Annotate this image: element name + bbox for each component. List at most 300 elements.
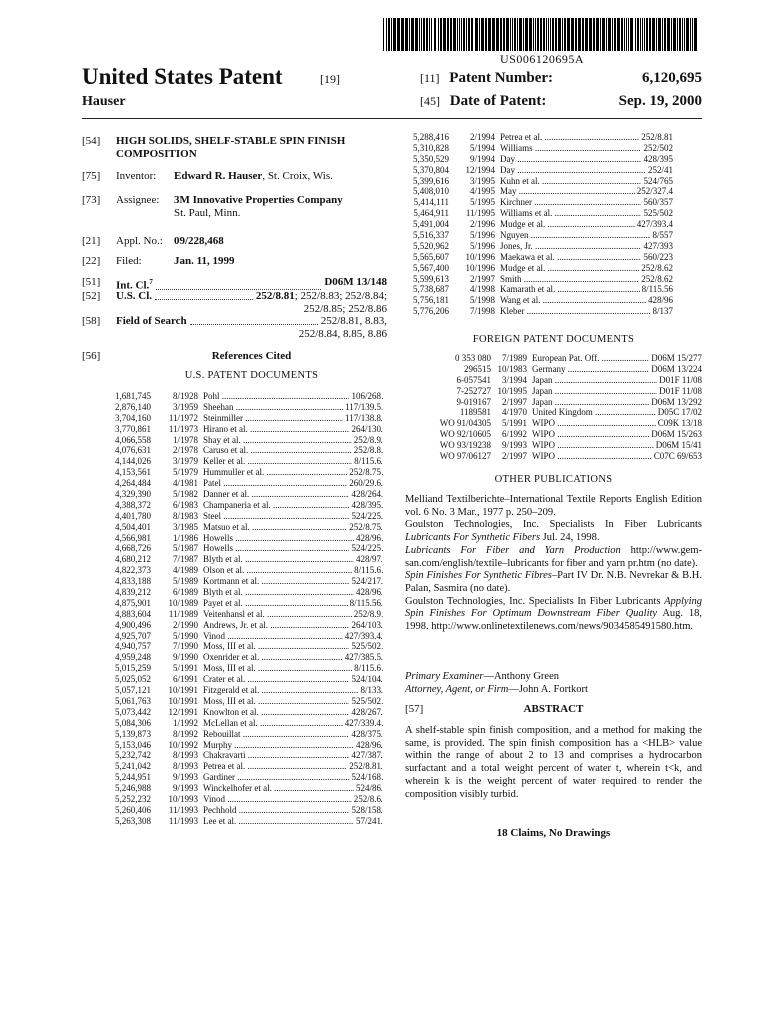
ref-name: Chakravarti .....: [203, 750, 383, 761]
ref-name: Petrea et al. .....: [203, 761, 383, 772]
ref-name: Steel .....: [203, 511, 383, 522]
reference-row: [103, 696, 381, 707]
title-code: [19]: [320, 72, 340, 86]
ref-number: 5,260,406: [115, 804, 151, 815]
publication-3-source: http://www.gem-san.com/english/textile–lubricants for fiber and yarn pr.htm (no date).: [405, 544, 702, 569]
ref-date: 6/1989: [172, 587, 198, 598]
ref-date: 5/1995: [469, 197, 495, 208]
barcode-bar: [640, 18, 641, 51]
publication-3-title: Lubricants For Fiber and Yarn Production: [405, 544, 621, 556]
ref-date: 6/1983: [172, 499, 198, 510]
reference-row: [406, 295, 673, 306]
barcode-bar: [391, 18, 392, 51]
barcode-bar: [492, 18, 495, 51]
abstract-header: [405, 703, 702, 715]
ref-date: 1/1986: [172, 532, 198, 543]
ref-class: 252/8.62: [641, 262, 673, 273]
ref-date: 2/1997: [501, 396, 527, 407]
ref-class: 8/115.56: [641, 284, 673, 295]
claims-summary: 18 Claims, No Drawings: [496, 827, 611, 839]
ref-name: Crater et al. .....: [203, 674, 383, 685]
ref-date: 2/1990: [172, 619, 198, 630]
ref-class: 427/393: [643, 240, 673, 251]
ref-date: 10/1991: [168, 695, 198, 706]
field-code: [75]: [82, 170, 101, 182]
ref-name: Lee et al. .....: [203, 816, 383, 827]
reference-row: [103, 641, 381, 652]
barcode-bar: [383, 18, 384, 51]
reference-row: [406, 186, 673, 197]
patent-number-row: [420, 70, 702, 87]
barcode-bar: [646, 18, 648, 51]
barcode-bar: [677, 18, 678, 51]
reference-row: [405, 386, 702, 397]
ref-class: C07C 69/653: [653, 451, 702, 462]
publication-2: [405, 519, 702, 544]
reference-row: [103, 598, 381, 609]
ref-number: 5,232,742: [115, 750, 151, 761]
ref-class: 428/395: [643, 153, 673, 164]
ref-name: Williams et al. .....: [500, 208, 660, 219]
ref-name: Japan .....: [532, 397, 674, 408]
ref-class: 428/267: [351, 706, 381, 717]
ref-class: 428/96: [355, 532, 381, 543]
barcode-bar: [614, 18, 616, 51]
reference-row: [103, 620, 381, 631]
search-line1: 252/8.81, 8.83,: [320, 315, 387, 327]
ref-name: Caruso et al. .....: [203, 445, 383, 456]
ref-number: 4,144,026: [115, 456, 151, 467]
ref-date: 3/1995: [469, 175, 495, 186]
ref-date: 5/1991: [172, 663, 198, 674]
ref-number: 5,246,988: [115, 783, 151, 794]
ref-class: 525/502: [351, 695, 381, 706]
ref-name: Jones, Jr. .....: [500, 241, 660, 252]
barcode-number: US006120695A: [499, 52, 584, 66]
ref-class: 428/264: [351, 489, 381, 500]
ref-date: 4/1995: [469, 186, 495, 197]
ref-class: 260/29.6: [349, 478, 381, 489]
ref-date: 6/1991: [172, 674, 198, 685]
barcode-bar: [628, 18, 629, 51]
barcode-bar: [388, 18, 390, 51]
ref-name: WIPO .....: [532, 440, 674, 451]
ref-date: 5/1990: [172, 630, 198, 641]
ref-number: 5,350,529: [413, 153, 449, 164]
ref-number: 1,681,745: [115, 391, 151, 401]
ref-number: WO 97/06127: [439, 451, 491, 462]
ref-name: Oxenrider et al. .....: [203, 652, 383, 663]
ref-date: 3/1994: [501, 374, 527, 385]
barcode-bar: [637, 18, 639, 51]
reference-row: [406, 176, 673, 187]
ref-class: D06M 13/292: [651, 396, 702, 407]
barcode-bar: [679, 18, 681, 51]
ref-number: 5,520,962: [413, 240, 449, 251]
abstract-code: [57]: [405, 703, 424, 715]
ref-class: 428/375: [351, 728, 381, 739]
barcode-bar: [690, 18, 691, 51]
ref-date: 2/1978: [172, 445, 198, 456]
barcode-bar: [393, 18, 396, 51]
ref-class: D01F 11/08: [659, 374, 702, 385]
ref-name: WIPO .....: [532, 418, 674, 429]
ref-number: 3,770,861: [115, 423, 151, 434]
barcode-bar: [461, 18, 462, 51]
barcode-bar: [635, 18, 636, 51]
barcode-bar: [450, 18, 452, 51]
ref-number: 5,567,400: [413, 262, 449, 273]
barcode-bar: [514, 18, 516, 51]
reference-row: [406, 241, 673, 252]
barcode-bar: [644, 18, 645, 51]
ref-class: 428/96: [355, 739, 381, 750]
ref-class: 264/103: [351, 619, 381, 630]
ref-name: Petrea et al. .....: [500, 132, 660, 143]
ref-name: Smith .....: [500, 274, 660, 285]
ref-number: 5,263,308: [115, 815, 151, 826]
ref-name: Germany .....: [532, 364, 674, 375]
ref-date: 8/1983: [172, 510, 198, 521]
ref-name: European Pat. Off. .....: [532, 353, 674, 364]
field-code: [73]: [82, 194, 101, 206]
intcl-sup: 7: [149, 278, 153, 286]
field-code: [51]: [82, 276, 101, 288]
ref-name: Williams .....: [500, 143, 660, 154]
ref-date: 2/1997: [501, 451, 527, 462]
filed-date: Jan. 11, 1999: [174, 255, 235, 267]
ref-date: 5/1987: [172, 543, 198, 554]
reference-row: [103, 631, 381, 642]
field-code: [58]: [82, 315, 101, 327]
ref-class: D06M 15/41: [655, 440, 702, 451]
ref-number: 5,153,046: [115, 739, 151, 750]
reference-row: [103, 467, 381, 478]
ref-name: Olson et al. .....: [203, 565, 383, 576]
ref-name: Moss, III et al. .....: [203, 641, 383, 652]
ref-name: Maekawa et al. .....: [500, 252, 660, 263]
barcode-bar: [537, 18, 539, 51]
barcode-bar: [429, 18, 430, 51]
us-references-list-cont: [406, 132, 673, 317]
ref-number: 5,516,337: [413, 230, 449, 241]
ref-number: 5,370,804: [413, 164, 449, 175]
publication-1: Melliand Textilberichte–International Textile Reports English Edition vol. 6 No. 3 Mar., 1977 p. 250–209.: [405, 494, 702, 518]
barcode-bar: [578, 18, 581, 51]
assignee-location: St. Paul, Minn.: [174, 207, 241, 219]
ref-date: 10/1983: [497, 363, 527, 374]
ref-name: Nguyen .....: [500, 230, 660, 241]
ref-date: 5/1994: [469, 142, 495, 153]
ref-name: Day .....: [500, 165, 660, 176]
reference-row: [103, 576, 381, 587]
ref-name: Champaneria et al. .....: [203, 500, 383, 511]
reference-row: [405, 429, 702, 440]
ref-number: 5,408,010: [413, 186, 449, 197]
barcode-bar: [671, 18, 672, 51]
ref-date: 3/1959: [172, 401, 198, 412]
ref-name: WIPO .....: [532, 451, 674, 462]
ref-number: 4,900,496: [115, 619, 151, 630]
publication-5-date: Aug. 18, 1998. http://www.onlinetextilenews.com/news/9034585491580.htm.: [405, 608, 702, 633]
ref-date: 12/1994: [465, 164, 495, 175]
us-docs-title: U.S. PATENT DOCUMENTS: [184, 370, 319, 381]
reference-row: [406, 230, 673, 241]
reference-row: [103, 565, 381, 576]
date-code: [45]: [420, 94, 440, 108]
ref-name: Kortmann et al. .....: [203, 576, 383, 587]
ref-date: 2/1994: [469, 132, 495, 142]
ref-name: May .....: [500, 186, 660, 197]
reference-row: [103, 816, 381, 827]
field-label: Filed:: [116, 255, 142, 267]
barcode-bar: [667, 18, 670, 51]
ref-class: 524/104: [351, 674, 381, 685]
ref-name: Japan .....: [532, 386, 674, 397]
ref-number: 4,883,604: [115, 608, 151, 619]
ref-date: 7/1989: [501, 353, 527, 363]
ref-class: 525/502: [643, 208, 673, 219]
barcode-bar: [571, 18, 574, 51]
ref-number: WO 91/04305: [439, 418, 491, 429]
barcode-bar: [409, 18, 410, 51]
publication-5-source: Goulston Technologies, Inc. Specialists In Fiber Lubricants: [405, 595, 665, 607]
dot-leader: [190, 315, 318, 325]
ref-number: WO 93/19238: [439, 440, 491, 451]
ref-date: 4/1970: [501, 407, 527, 418]
barcode-bar: [567, 18, 570, 51]
ref-number: 4,680,212: [115, 554, 151, 565]
ref-number: 2,876,140: [115, 401, 151, 412]
ref-name: McLellan et al. .....: [203, 718, 383, 729]
ref-name: Matsuo et al. .....: [203, 522, 383, 533]
barcode-bar: [525, 18, 528, 51]
ref-number: 5,252,232: [115, 793, 151, 804]
ref-name: Patel .....: [203, 478, 383, 489]
other-publications: [405, 494, 702, 634]
ref-number: 5,756,181: [413, 295, 449, 306]
ref-name: Hummuller et al. .....: [203, 467, 383, 478]
ref-number: 4,875,901: [115, 597, 151, 608]
barcode-bar: [488, 18, 491, 51]
ref-name: Winckelhofer et al. .....: [203, 783, 383, 794]
barcode-bar: [443, 18, 446, 51]
ref-class: 8/115.6: [354, 456, 381, 467]
ref-number: 5,084,306: [115, 717, 151, 728]
ref-name: Blyth et al. .....: [203, 587, 383, 598]
ref-date: 9/1993: [172, 772, 198, 783]
barcode-bar: [426, 18, 428, 51]
reference-row: [103, 413, 381, 424]
ref-date: 3/1979: [172, 456, 198, 467]
ref-number: 7-252727: [456, 385, 491, 396]
ref-name: Mudge et al. .....: [500, 263, 660, 274]
field-code: [22]: [82, 255, 101, 267]
ref-date: 1/1992: [172, 717, 198, 728]
barcode-bar: [386, 18, 387, 51]
patent-number: 6,120,695: [642, 70, 702, 86]
barcode-bar: [466, 18, 467, 51]
barcode-bar: [606, 18, 607, 51]
ref-class: 252/8.75: [349, 521, 381, 532]
barcode-bar: [658, 18, 661, 51]
publication-3: [405, 545, 702, 570]
ref-name: United Kingdom .....: [532, 407, 674, 418]
barcode-bar: [415, 18, 418, 51]
reference-row: [103, 456, 381, 467]
ref-number: WO 92/10605: [439, 429, 491, 440]
barcode-bar: [503, 18, 505, 51]
ref-number: 5,565,607: [413, 251, 449, 262]
reference-row: [406, 197, 673, 208]
reference-row: [406, 306, 673, 317]
patent-date: Sep. 19, 2000: [618, 93, 702, 109]
ref-class: 427/339.4: [344, 717, 381, 728]
ref-name: Mudge et al. .....: [500, 219, 660, 230]
ref-date: 8/1993: [172, 750, 198, 761]
ref-number: 4,401,780: [115, 510, 151, 521]
reference-row: [405, 418, 702, 429]
reference-row: [406, 252, 673, 263]
ref-number: 5,599,613: [413, 273, 449, 284]
barcode-bar: [642, 18, 643, 51]
barcode-bar: [652, 18, 655, 51]
ref-number: 4,504,401: [115, 521, 151, 532]
ref-number: 5,057,121: [115, 685, 151, 696]
ref-class: 560/223: [643, 251, 673, 262]
ref-date: 9/1990: [172, 652, 198, 663]
barcode-bar: [662, 18, 663, 51]
reference-row: [103, 761, 381, 772]
barcode-bar: [673, 18, 676, 51]
reference-row: [405, 451, 702, 462]
ref-class: 524/217: [351, 576, 381, 587]
ref-number: 4,066,558: [115, 434, 151, 445]
ref-class: C09K 13/18: [657, 418, 702, 429]
invention-title-line1: HIGH SOLIDS, SHELF-STABLE SPIN FINISH: [116, 135, 346, 147]
reference-row: [405, 407, 702, 418]
ref-class: 8/115.6: [354, 565, 381, 576]
barcode-bar: [558, 18, 561, 51]
references-cited-title: References Cited: [211, 350, 292, 362]
barcode-bar: [523, 18, 524, 51]
publication-5-title: Applying Spin Finishes For Optimum Downstream Fiber Quality: [405, 595, 702, 620]
ref-date: 11/1995: [465, 208, 495, 219]
ref-date: 5/1979: [172, 467, 198, 478]
ref-class: 524/225: [351, 543, 381, 554]
ref-date: 5/1989: [172, 576, 198, 587]
date-row: [420, 93, 702, 110]
barcode-bar: [684, 18, 685, 51]
barcode-bar: [533, 18, 534, 51]
ref-date: 12/1991: [168, 706, 198, 717]
intcl-value: D06M 13/148: [324, 276, 387, 288]
barcode-bar: [496, 18, 499, 51]
ref-class: 524/765: [643, 175, 673, 186]
publication-4-title: Spin Finishes For Synthetic Fibres: [405, 570, 552, 582]
publication-2-source: Goulston Technologies, Inc. Specialists In Fiber Lubricants: [405, 519, 702, 531]
examiners: [405, 671, 702, 696]
reference-row: [103, 805, 381, 816]
ref-name: Kleber .....: [500, 306, 660, 317]
ref-class: 252/8.8: [353, 445, 381, 456]
ref-number: 5,776,206: [413, 306, 449, 317]
reference-row: [103, 729, 381, 740]
ref-class: D06M 13/224: [651, 363, 702, 374]
reference-row: [406, 274, 673, 285]
barcode-bar: [626, 18, 627, 51]
ref-number: 1189581: [459, 407, 491, 418]
field-label: Appl. No.:: [116, 235, 163, 247]
field-label: Assignee:: [116, 194, 160, 206]
barcode-bar: [550, 18, 551, 51]
ref-class: 8/137: [652, 306, 673, 317]
reference-row: [406, 154, 673, 165]
ref-number: 5,073,442: [115, 706, 151, 717]
barcode-bar: [423, 18, 425, 51]
us-references-list: [103, 391, 381, 827]
ref-class: D06M 15/263: [651, 429, 702, 440]
reference-row: [405, 375, 702, 386]
ref-name: Murphy .....: [203, 740, 383, 751]
ref-class: 427/387: [351, 750, 381, 761]
reference-row: [103, 652, 381, 663]
ref-date: 8/1928: [172, 391, 198, 401]
field-code: [21]: [82, 235, 101, 247]
barcode-bar: [694, 18, 697, 51]
uscl-rest1: ; 252/8.83; 252/8.84;: [294, 290, 387, 302]
ref-name: Pechhold .....: [203, 805, 383, 816]
ref-number: 5,288,416: [413, 132, 449, 142]
barcode-bar: [617, 18, 620, 51]
reference-row: [103, 435, 381, 446]
reference-row: [103, 663, 381, 674]
ref-name: Knowlton et al. .....: [203, 707, 383, 718]
ref-date: 7/1998: [469, 306, 495, 317]
barcode-bar: [447, 18, 449, 51]
primary-examiner-name: —Anthony Green: [483, 671, 559, 682]
reference-row: [103, 391, 381, 402]
ref-date: 5/1991: [501, 418, 527, 429]
barcode-bar: [401, 18, 404, 51]
barcode-bar: [649, 18, 651, 51]
ref-class: 427/385.5: [344, 652, 381, 663]
reference-row: [405, 397, 702, 408]
reference-row: [103, 522, 381, 533]
ref-name: Payet et al. .....: [203, 598, 383, 609]
publication-2-title: Lubricants For Synthetic Fibers: [405, 532, 541, 544]
ref-class: 428/97: [355, 554, 381, 565]
ref-class: 427/393.4: [344, 630, 381, 641]
ref-name: Gardiner .....: [203, 772, 383, 783]
field-code: [54]: [82, 135, 101, 147]
ref-number: 3,704,160: [115, 412, 151, 423]
ref-name: Wang et al. .....: [500, 295, 660, 306]
reference-row: [103, 783, 381, 794]
ref-date: 1/1978: [172, 434, 198, 445]
reference-row: [103, 685, 381, 696]
reference-row: [103, 794, 381, 805]
reference-row: [103, 511, 381, 522]
ref-name: Shay et al. .....: [203, 435, 383, 446]
barcode-bar: [608, 18, 611, 51]
ref-class: 524/86: [355, 783, 381, 794]
abstract-text: A shelf-stable spin finish composition, and a method for making the same, is provided. The spin finish composition has a <HLB> value within the range of about 2 to 13 and comprises a hydrocarbon surfactant and a total weight percent of water t, wherein t<k, and wherein k is the weight percent of water required to render the composition visibly turbid.: [405, 725, 702, 800]
ref-date: 8/1992: [172, 728, 198, 739]
ref-date: 10/1992: [168, 739, 198, 750]
foreign-docs-title: FOREIGN PATENT DOCUMENTS: [472, 334, 635, 345]
patent-number-label: Patent Number:: [449, 70, 554, 86]
